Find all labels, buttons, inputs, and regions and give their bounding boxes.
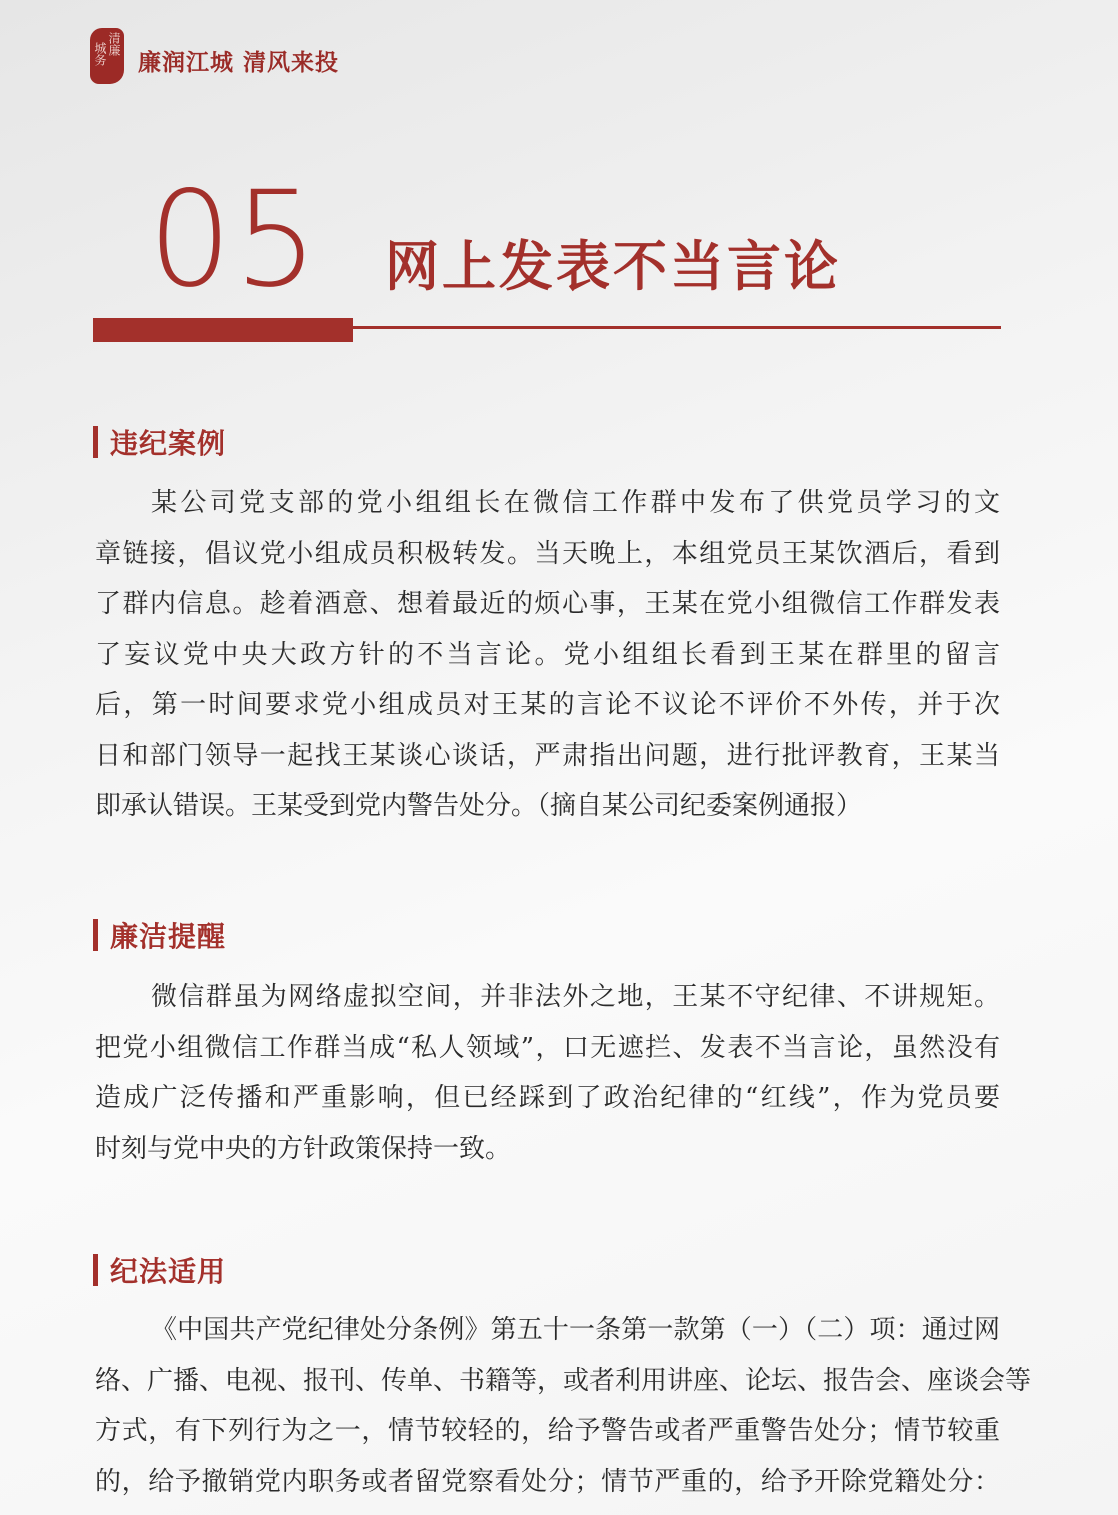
title-rule-thick (93, 318, 353, 342)
text-line: 章链接，倡议党小组成员积极转发。当天晚上，本组党员王某饮酒后，看到 (95, 538, 1000, 569)
heading-text: 廉洁提醒 (110, 920, 227, 953)
text-line: 了群内信息。趁着酒意、想着最近的烦心事，王某在党小组微信工作群发表 (95, 589, 1000, 619)
seal-logo: 清廉 城务 (90, 28, 124, 84)
text-line: 微信群虽为网络虚拟空间，并非法外之地，王某不守纪律、不讲规矩。 (151, 982, 1000, 1012)
section-paragraph-reminder (95, 972, 1000, 1174)
section-heading-reminder (93, 915, 226, 955)
brand-slogan: 廉润江城 清风来投 (138, 50, 340, 76)
section-heading-law (93, 1250, 226, 1290)
text-line: 时刻与党中央的方针政策保持一致。 (95, 1133, 512, 1164)
text-line: 《中国共产党纪律处分条例》第五十一条第一款第（一）（二）项：通过网 (151, 1315, 1000, 1345)
heading-marker (93, 426, 98, 458)
text-line: 某公司党支部的党小组组长在微信工作群中发布了供党员学习的文 (151, 488, 1000, 518)
text-line: 即承认错误。王某受到党内警告处分。（摘自某公司纪委案例通报） (95, 791, 863, 821)
text-line: 造成广泛传播和严重影响，但已经踩到了政治纪律的“红线”，作为党员要 (95, 1083, 1000, 1113)
chapter-number: 05 (148, 163, 320, 317)
heading-marker (93, 1254, 98, 1286)
text-line: 了妄议党中央大政方针的不当言论。党小组组长看到王某在群里的留言 (95, 639, 1000, 670)
heading-marker (93, 919, 98, 951)
text-line: 方式，有下列行为之一，情节较轻的，给予警告或者严重警告处分；情节较重 (95, 1416, 1000, 1446)
text-line: 的，给予撤销党内职务或者留党察看处分；情节严重的，给予开除党籍处分： (95, 1466, 1000, 1497)
text-line: 把党小组微信工作群当成“私人领域”，口无遮拦、发表不当言论，虽然没有 (95, 1032, 1000, 1063)
text-line: 后，第一时间要求党小组成员对王某的言论不议论不评价不外传，并于次 (95, 690, 1000, 720)
text-line: 日和部门领导一起找王某谈心谈话，严肃指出问题，进行批评教育，王某当 (95, 740, 1000, 771)
section-paragraph-law (95, 1305, 1032, 1507)
heading-text: 纪法适用 (110, 1255, 227, 1288)
chapter-title: 网上发表不当言论 (385, 235, 841, 298)
section-paragraph-case (95, 478, 1000, 832)
heading-text: 违纪案例 (110, 427, 227, 460)
title-rule-thin (353, 326, 1001, 329)
text-line: 络、广播、电视、报刊、传单、书籍等，或者利用讲座、论坛、报告会、座谈会等 (95, 1365, 1032, 1396)
section-heading-case (93, 422, 226, 462)
